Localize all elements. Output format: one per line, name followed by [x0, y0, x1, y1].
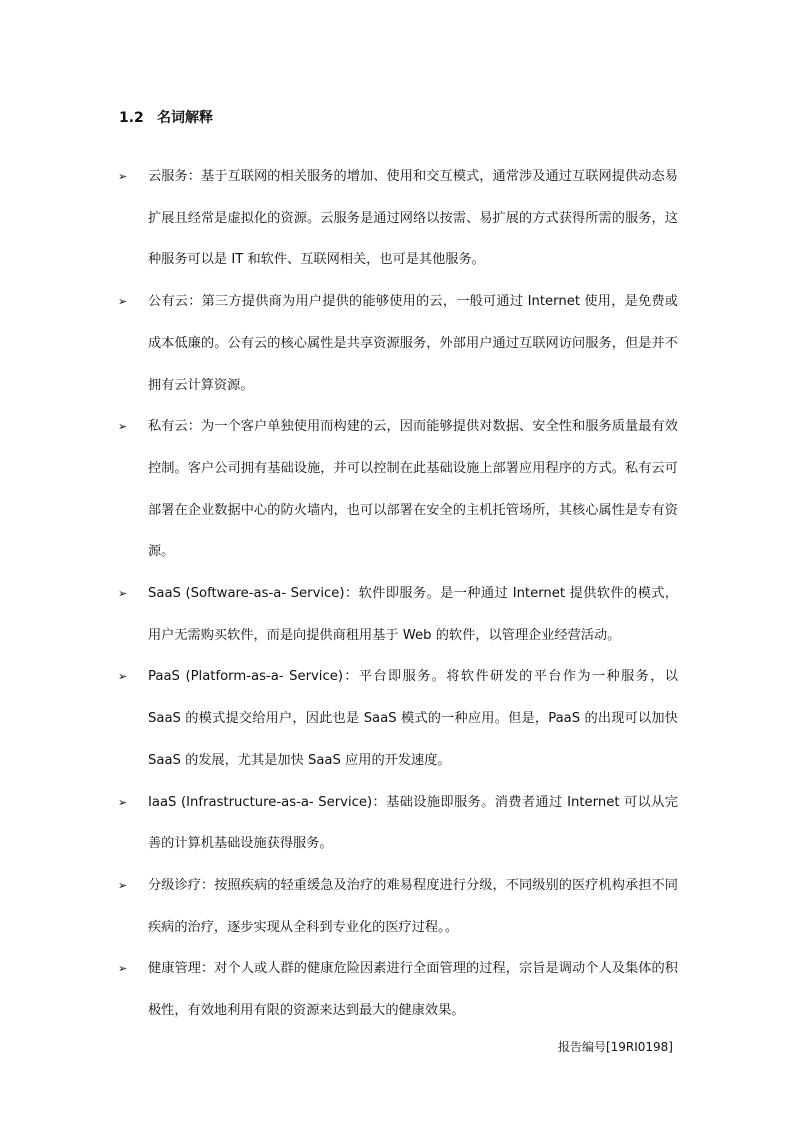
definition-item — [118, 782, 678, 865]
definition-item — [118, 156, 678, 281]
arrow-bullet-icon: ➢ — [118, 795, 128, 809]
section-title: 名词解释 — [157, 110, 213, 126]
definition-text: 云服务：基于互联网的相关服务的增加、使用和交互模式，通常涉及通过互联网提供动态易扩展且经常是虚拟化的资源。云服务是通过网络以按需、易扩展的方式获得所需的服务，这种服务可以是 IT 和软件、互联网相关，也可是其他服务。 — [148, 169, 678, 268]
arrow-bullet-icon: ➢ — [118, 962, 128, 976]
definition-item — [118, 406, 678, 573]
definition-item — [118, 948, 678, 1031]
section-heading — [119, 107, 213, 127]
definition-text: 私有云：为一个客户单独使用而构建的云，因而能够提供对数据、安全性和服务质量最有效控制。客户公司拥有基础设施，并可以控制在此基础设施上部署应用程序的方式。私有云可部署在企业数据中心的防火墙内，也可以部署在安全的主机托管场所，其核心属性是专有资源。 — [148, 419, 678, 560]
definition-text: 分级诊疗：按照疾病的轻重缓急及治疗的难易程度进行分级，不同级别的医疗机构承担不同疾病的治疗，逐步实现从全科到专业化的医疗过程。。 — [148, 877, 678, 935]
definition-text: 健康管理：对个人或人群的健康危险因素进行全面管理的过程，宗旨是调动个人及集体的积极性，有效地利用有限的资源来达到最大的健康效果。 — [148, 961, 678, 1019]
arrow-bullet-icon: ➢ — [118, 587, 128, 601]
definition-text: PaaS (Platform-as-a- Service)：平台即服务。将软件研发的平台作为一种服务，以 SaaS 的模式提交给用户，因此也是 SaaS 模式的一种应用。但是，PaaS 的出现可以加快 SaaS 的发展，尤其是加快 SaaS 应用的开发速度。 — [148, 669, 678, 768]
arrow-bullet-icon: ➢ — [118, 295, 128, 309]
definition-list — [118, 156, 678, 1032]
definition-item — [118, 656, 678, 781]
definition-text: SaaS (Software-as-a- Service)：软件即服务。是一种通过 Internet 提供软件的模式，用户无需购买软件，而是向提供商租用基于 Web 的软件，以管理企业经营活动。 — [148, 586, 678, 643]
definition-item — [118, 865, 678, 948]
arrow-bullet-icon: ➢ — [118, 878, 128, 892]
definition-text: 公有云：第三方提供商为用户提供的能够使用的云，一般可通过 Internet 使用，是免费或成本低廉的。公有云的核心属性是共享资源服务，外部用户通过互联网访问服务，但是并不拥有云计算资源。 — [148, 294, 678, 393]
definition-text: IaaS (Infrastructure-as-a- Service)：基础设施即服务。消费者通过 Internet 可以从完善的计算机基础设施获得服务。 — [148, 794, 678, 852]
definition-item — [118, 573, 678, 656]
arrow-bullet-icon: ➢ — [118, 170, 128, 183]
definition-item — [118, 281, 678, 406]
section-number: 1.2 — [119, 110, 144, 126]
arrow-bullet-icon: ➢ — [118, 420, 128, 434]
arrow-bullet-icon: ➢ — [118, 670, 128, 684]
report-number: 报告编号[19RI0198] — [557, 1040, 673, 1054]
